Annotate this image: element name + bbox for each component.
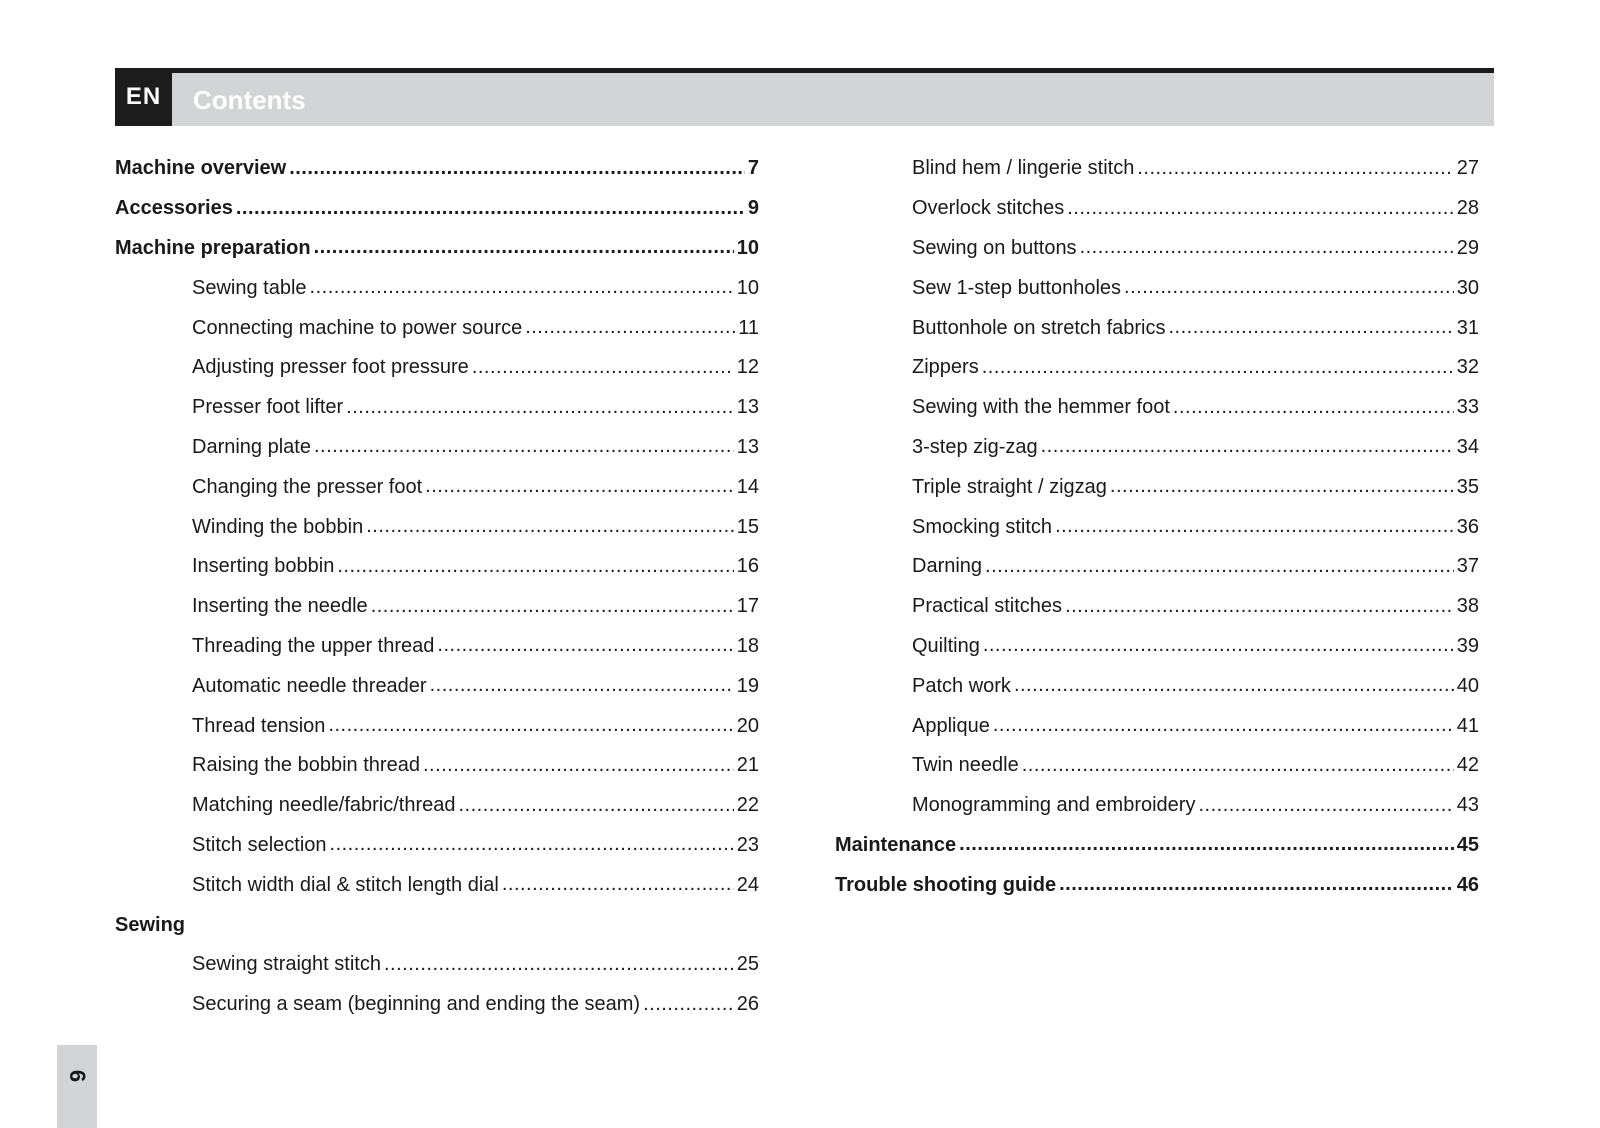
toc-entry-title: Smocking stitch bbox=[912, 515, 1053, 538]
toc-entry[interactable] bbox=[835, 467, 1479, 507]
toc-entry-page: 21 bbox=[736, 754, 759, 777]
dot-leader bbox=[430, 674, 734, 698]
dot-leader bbox=[236, 197, 745, 221]
toc-entry[interactable] bbox=[835, 348, 1479, 388]
dot-leader bbox=[314, 236, 734, 260]
toc-entry-title: Automatic needle threader bbox=[192, 674, 427, 697]
toc-entry[interactable] bbox=[835, 826, 1479, 866]
page-number: 6 bbox=[65, 1069, 90, 1083]
dot-leader bbox=[985, 555, 1454, 579]
toc-entry-page: 43 bbox=[1456, 794, 1479, 817]
toc-entry[interactable] bbox=[835, 149, 1479, 189]
toc-entry-title: Triple straight / zigzag bbox=[912, 475, 1107, 498]
toc-entry-title: Practical stitches bbox=[912, 595, 1063, 618]
toc-entry-page: 14 bbox=[736, 475, 759, 498]
toc-entry-page: 41 bbox=[1456, 714, 1479, 737]
dot-leader bbox=[502, 873, 734, 897]
toc-entry-title: Sewing bbox=[115, 913, 186, 936]
toc-entry-title: Twin needle bbox=[912, 754, 1019, 777]
toc-entry[interactable] bbox=[835, 189, 1479, 229]
toc-entry-page: 45 bbox=[1456, 833, 1479, 856]
toc-entry-title: Stitch width dial & stitch length dial bbox=[192, 873, 499, 896]
page-number-tab bbox=[57, 1045, 97, 1128]
toc-entry-page: 16 bbox=[736, 555, 759, 578]
toc-entry-page: 15 bbox=[736, 515, 759, 538]
toc-entry-title: Adjusting presser foot pressure bbox=[192, 356, 469, 379]
toc-entry[interactable] bbox=[115, 149, 759, 189]
dot-leader bbox=[337, 555, 733, 579]
dot-leader bbox=[366, 515, 734, 539]
toc-entry-title: Threading the upper thread bbox=[192, 634, 435, 657]
toc-entry[interactable] bbox=[115, 706, 759, 746]
toc-entry-page: 24 bbox=[736, 873, 759, 896]
toc-entry-title: Changing the presser foot bbox=[192, 475, 423, 498]
toc-entry-title: Securing a seam (beginning and ending the seam) bbox=[192, 993, 641, 1016]
toc-entry-title: Connecting machine to power source bbox=[192, 316, 523, 339]
toc-entry-title: Overlock stitches bbox=[912, 197, 1065, 220]
toc-entry[interactable] bbox=[835, 865, 1479, 905]
toc-entry-title: Sewing straight stitch bbox=[192, 953, 381, 976]
toc-entry[interactable] bbox=[835, 388, 1479, 428]
dot-leader bbox=[1022, 754, 1454, 778]
dot-leader bbox=[425, 475, 734, 499]
dot-leader bbox=[1173, 396, 1454, 420]
dot-leader bbox=[1080, 236, 1454, 260]
toc-entry-title: Presser foot lifter bbox=[192, 396, 344, 419]
toc-entry-page: 35 bbox=[1456, 475, 1479, 498]
toc-entry-title: Sew 1-step buttonholes bbox=[912, 276, 1122, 299]
toc-entry[interactable] bbox=[835, 627, 1479, 667]
dot-leader bbox=[1065, 595, 1454, 619]
toc-entry-title: Thread tension bbox=[192, 714, 326, 737]
dot-leader bbox=[1041, 435, 1454, 459]
toc-entry-page: 42 bbox=[1456, 754, 1479, 777]
dot-leader bbox=[371, 595, 734, 619]
toc-entry-page: 38 bbox=[1456, 595, 1479, 618]
toc-entry[interactable] bbox=[835, 666, 1479, 706]
toc-entry-page: 36 bbox=[1456, 515, 1479, 538]
toc-entry-page: 18 bbox=[736, 634, 759, 657]
toc-entry-page: 46 bbox=[1456, 873, 1479, 896]
language-badge: EN bbox=[115, 68, 172, 126]
toc-entry-page: 27 bbox=[1456, 157, 1479, 180]
dot-leader bbox=[1055, 515, 1454, 539]
dot-leader bbox=[289, 157, 745, 181]
toc-entry-page: 20 bbox=[736, 714, 759, 737]
toc-entry-page: 32 bbox=[1456, 356, 1479, 379]
toc-entry[interactable] bbox=[115, 268, 759, 308]
toc-entry[interactable] bbox=[115, 348, 759, 388]
toc-entry[interactable] bbox=[835, 587, 1479, 627]
dot-leader bbox=[472, 356, 734, 380]
toc-entry-page: 30 bbox=[1456, 276, 1479, 299]
dot-leader bbox=[328, 714, 733, 738]
dot-leader bbox=[310, 276, 734, 300]
toc-entry-page: 22 bbox=[736, 794, 759, 817]
toc-entry[interactable] bbox=[835, 746, 1479, 786]
dot-leader bbox=[643, 993, 734, 1017]
dot-leader bbox=[459, 794, 734, 818]
toc-entry-title: Patch work bbox=[912, 674, 1011, 697]
toc-entry[interactable] bbox=[835, 706, 1479, 746]
toc-entry-page: 17 bbox=[736, 595, 759, 618]
dot-leader bbox=[993, 714, 1454, 738]
toc-entry[interactable] bbox=[115, 547, 759, 587]
toc-entry-title: Darning plate bbox=[192, 435, 311, 458]
toc-entry[interactable] bbox=[835, 507, 1479, 547]
dot-leader bbox=[1014, 674, 1454, 698]
toc-entry-page: 13 bbox=[736, 435, 759, 458]
toc-entry-title: 3-step zig-zag bbox=[912, 435, 1038, 458]
toc-entry[interactable] bbox=[115, 189, 759, 229]
toc-entry[interactable] bbox=[115, 786, 759, 826]
toc-entry-page: 37 bbox=[1456, 555, 1479, 578]
dot-leader bbox=[1137, 157, 1453, 181]
toc-entry[interactable] bbox=[835, 229, 1479, 269]
toc-entry-title: Inserting bobbin bbox=[192, 555, 335, 578]
toc-entry-title: Sewing on buttons bbox=[912, 236, 1077, 259]
dot-leader bbox=[437, 634, 733, 658]
toc-entry[interactable] bbox=[115, 428, 759, 468]
toc-entry[interactable] bbox=[115, 746, 759, 786]
toc-entry-page: 10 bbox=[736, 236, 759, 259]
toc-entry-page: 26 bbox=[736, 993, 759, 1016]
toc-entry[interactable] bbox=[835, 268, 1479, 308]
toc-entry-title: Monogramming and embroidery bbox=[912, 794, 1196, 817]
toc-entry-title: Winding the bobbin bbox=[192, 515, 364, 538]
dot-leader bbox=[1059, 873, 1454, 897]
toc-entry-title: Blind hem / lingerie stitch bbox=[912, 157, 1135, 180]
dot-leader bbox=[384, 953, 734, 977]
toc-entry[interactable] bbox=[115, 587, 759, 627]
toc-entry[interactable] bbox=[835, 786, 1479, 826]
toc-entry-title: Matching needle/fabric/thread bbox=[192, 794, 456, 817]
toc-entry-page: 19 bbox=[736, 674, 759, 697]
toc-entry-title: Buttonhole on stretch fabrics bbox=[912, 316, 1166, 339]
toc-entry-page: 33 bbox=[1456, 396, 1479, 419]
toc-entry-page: 40 bbox=[1456, 674, 1479, 697]
toc-entry[interactable] bbox=[115, 905, 759, 945]
toc-entry-title: Sewing table bbox=[192, 276, 307, 299]
toc-entry-title: Inserting the needle bbox=[192, 595, 368, 618]
dot-leader bbox=[1110, 475, 1454, 499]
toc-entry-page: 7 bbox=[747, 157, 759, 180]
toc-right-column bbox=[835, 149, 1479, 905]
toc-entry-page: 39 bbox=[1456, 634, 1479, 657]
page-title: Contents bbox=[193, 85, 306, 115]
dot-leader bbox=[1168, 316, 1453, 340]
toc-entry[interactable] bbox=[115, 945, 759, 985]
toc-entry[interactable] bbox=[115, 308, 759, 348]
dot-leader bbox=[423, 754, 734, 778]
toc-entry[interactable] bbox=[115, 388, 759, 428]
toc-entry-title: Darning bbox=[912, 555, 983, 578]
toc-entry-page: 12 bbox=[736, 356, 759, 379]
toc-entry-page: 11 bbox=[738, 316, 759, 339]
toc-entry[interactable] bbox=[115, 229, 759, 269]
toc-entry[interactable] bbox=[115, 985, 759, 1025]
toc-entry-title: Trouble shooting guide bbox=[835, 873, 1057, 896]
dot-leader bbox=[330, 833, 734, 857]
toc-entry-page: 29 bbox=[1456, 236, 1479, 259]
dot-leader bbox=[346, 396, 734, 420]
dot-leader bbox=[1067, 197, 1453, 221]
toc-left-column bbox=[115, 149, 759, 1025]
toc-entry-page: 34 bbox=[1456, 435, 1479, 458]
toc-entry-page: 28 bbox=[1456, 197, 1479, 220]
toc-entry-title: Maintenance bbox=[835, 833, 957, 856]
toc-entry-page: 31 bbox=[1456, 316, 1479, 339]
toc-entry-title: Machine overview bbox=[115, 157, 287, 180]
dot-leader bbox=[1198, 794, 1453, 818]
toc-entry[interactable] bbox=[115, 865, 759, 905]
toc-entry-page: 23 bbox=[736, 833, 759, 856]
toc-entry[interactable] bbox=[835, 547, 1479, 587]
toc-entry-title: Sewing with the hemmer foot bbox=[912, 396, 1170, 419]
dot-leader bbox=[525, 316, 735, 340]
toc-entry[interactable] bbox=[115, 507, 759, 547]
toc-entry-title: Accessories bbox=[115, 197, 233, 220]
toc-entry[interactable] bbox=[835, 428, 1479, 468]
toc-entry-page: 13 bbox=[736, 396, 759, 419]
toc-entry[interactable] bbox=[115, 826, 759, 866]
dot-leader bbox=[982, 356, 1454, 380]
toc-entry-page: 25 bbox=[736, 953, 759, 976]
dot-leader bbox=[314, 435, 734, 459]
toc-entry[interactable] bbox=[115, 627, 759, 667]
dot-leader bbox=[1124, 276, 1454, 300]
toc-entry-page: 10 bbox=[736, 276, 759, 299]
toc-entry-title: Applique bbox=[912, 714, 990, 737]
toc-entry-title: Machine preparation bbox=[115, 236, 311, 259]
toc-entry-title: Raising the bobbin thread bbox=[192, 754, 420, 777]
toc-entry-title: Quilting bbox=[912, 634, 980, 657]
toc-entry[interactable] bbox=[115, 666, 759, 706]
toc-entry-page: 9 bbox=[747, 197, 759, 220]
dot-leader bbox=[959, 833, 1454, 857]
header-band bbox=[115, 73, 1494, 126]
toc-entry-title: Zippers bbox=[912, 356, 979, 379]
toc-entry[interactable] bbox=[115, 467, 759, 507]
dot-leader bbox=[983, 634, 1454, 658]
toc-entry[interactable] bbox=[835, 308, 1479, 348]
toc-entry-title: Stitch selection bbox=[192, 833, 327, 856]
